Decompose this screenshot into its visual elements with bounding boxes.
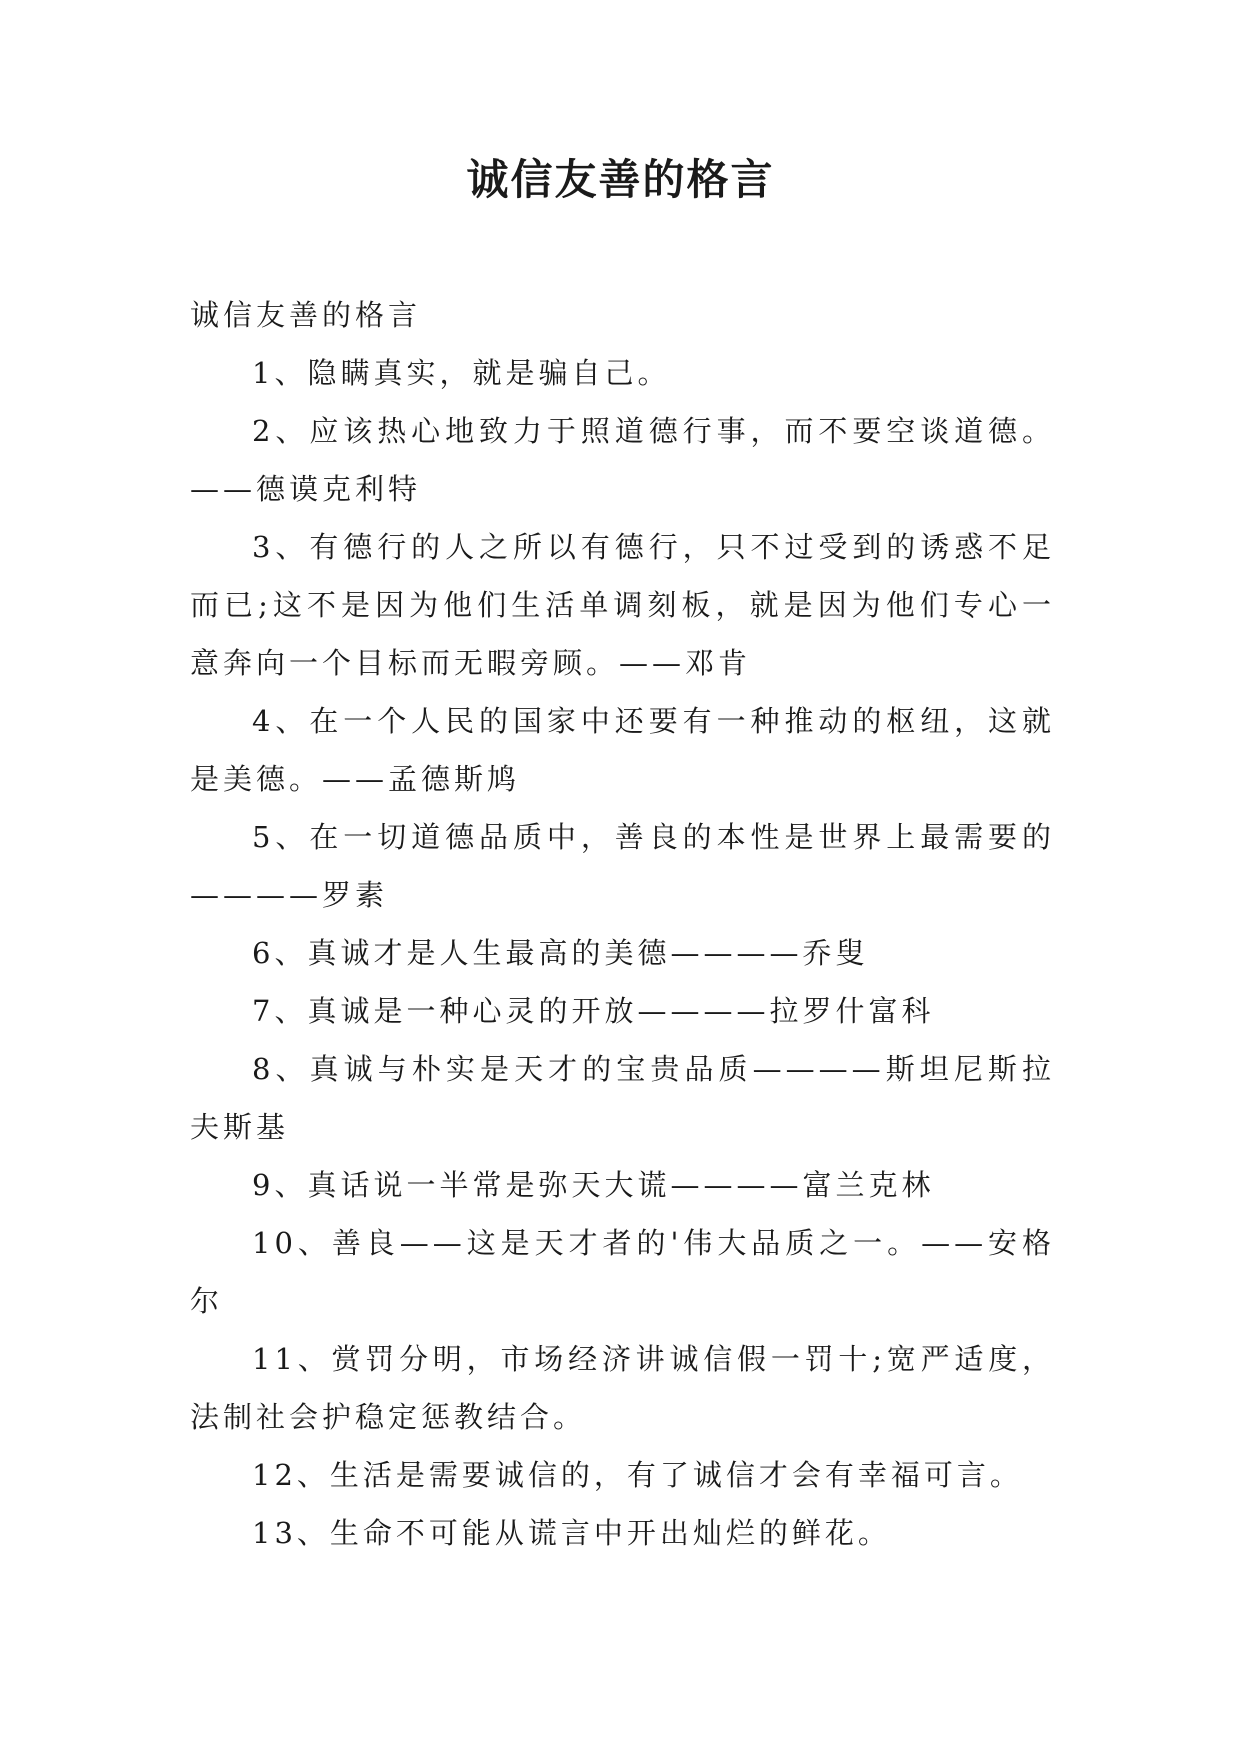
document-subtitle: 诚信友善的格言 [190,298,422,332]
quote-item-1: 1、隐瞒真实，就是骗自己。 [252,356,671,390]
quote-item-9: 9、真话说一半常是弥天大谎————富兰克林 [252,1168,935,1202]
quote-item-4: 4、在一个人民的国家中还要有一种推动的枢纽，这就是美德。——孟德斯鸠 [190,704,1055,796]
quote-item-8: 8、真诚与朴实是天才的宝贵品质————斯坦尼斯拉夫斯基 [190,1052,1055,1144]
quote-item-6: 6、真诚才是人生最高的美德————乔叟 [252,936,869,970]
document-body [190,286,1055,1562]
quote-item-10: 10、善良——这是天才者的'伟大品质之一。——安格尔 [190,1226,1055,1318]
quote-item-7: 7、真诚是一种心灵的开放————拉罗什富科 [252,994,935,1028]
document-title: 诚信友善的格言 [466,155,775,204]
quote-item-5: 5、在一切道德品质中，善良的本性是世界上最需要的————罗素 [190,820,1055,912]
quote-item-12: 12、生活是需要诚信的，有了诚信才会有幸福可言。 [252,1458,1023,1492]
quote-item-3: 3、有德行的人之所以有德行，只不过受到的诱惑不足而已;这不是因为他们生活单调刻板，就是因为他们专心一意奔向一个目标而无暇旁顾。——邓肯 [190,530,1055,680]
quote-item-2: 2、应该热心地致力于照道德行事，而不要空谈道德。——德谟克利特 [190,414,1055,506]
quote-item-13: 13、生命不可能从谎言中开出灿烂的鲜花。 [252,1516,891,1550]
quote-item-11: 11、赏罚分明，市场经济讲诚信假一罚十;宽严适度，法制社会护稳定惩教结合。 [190,1342,1055,1434]
